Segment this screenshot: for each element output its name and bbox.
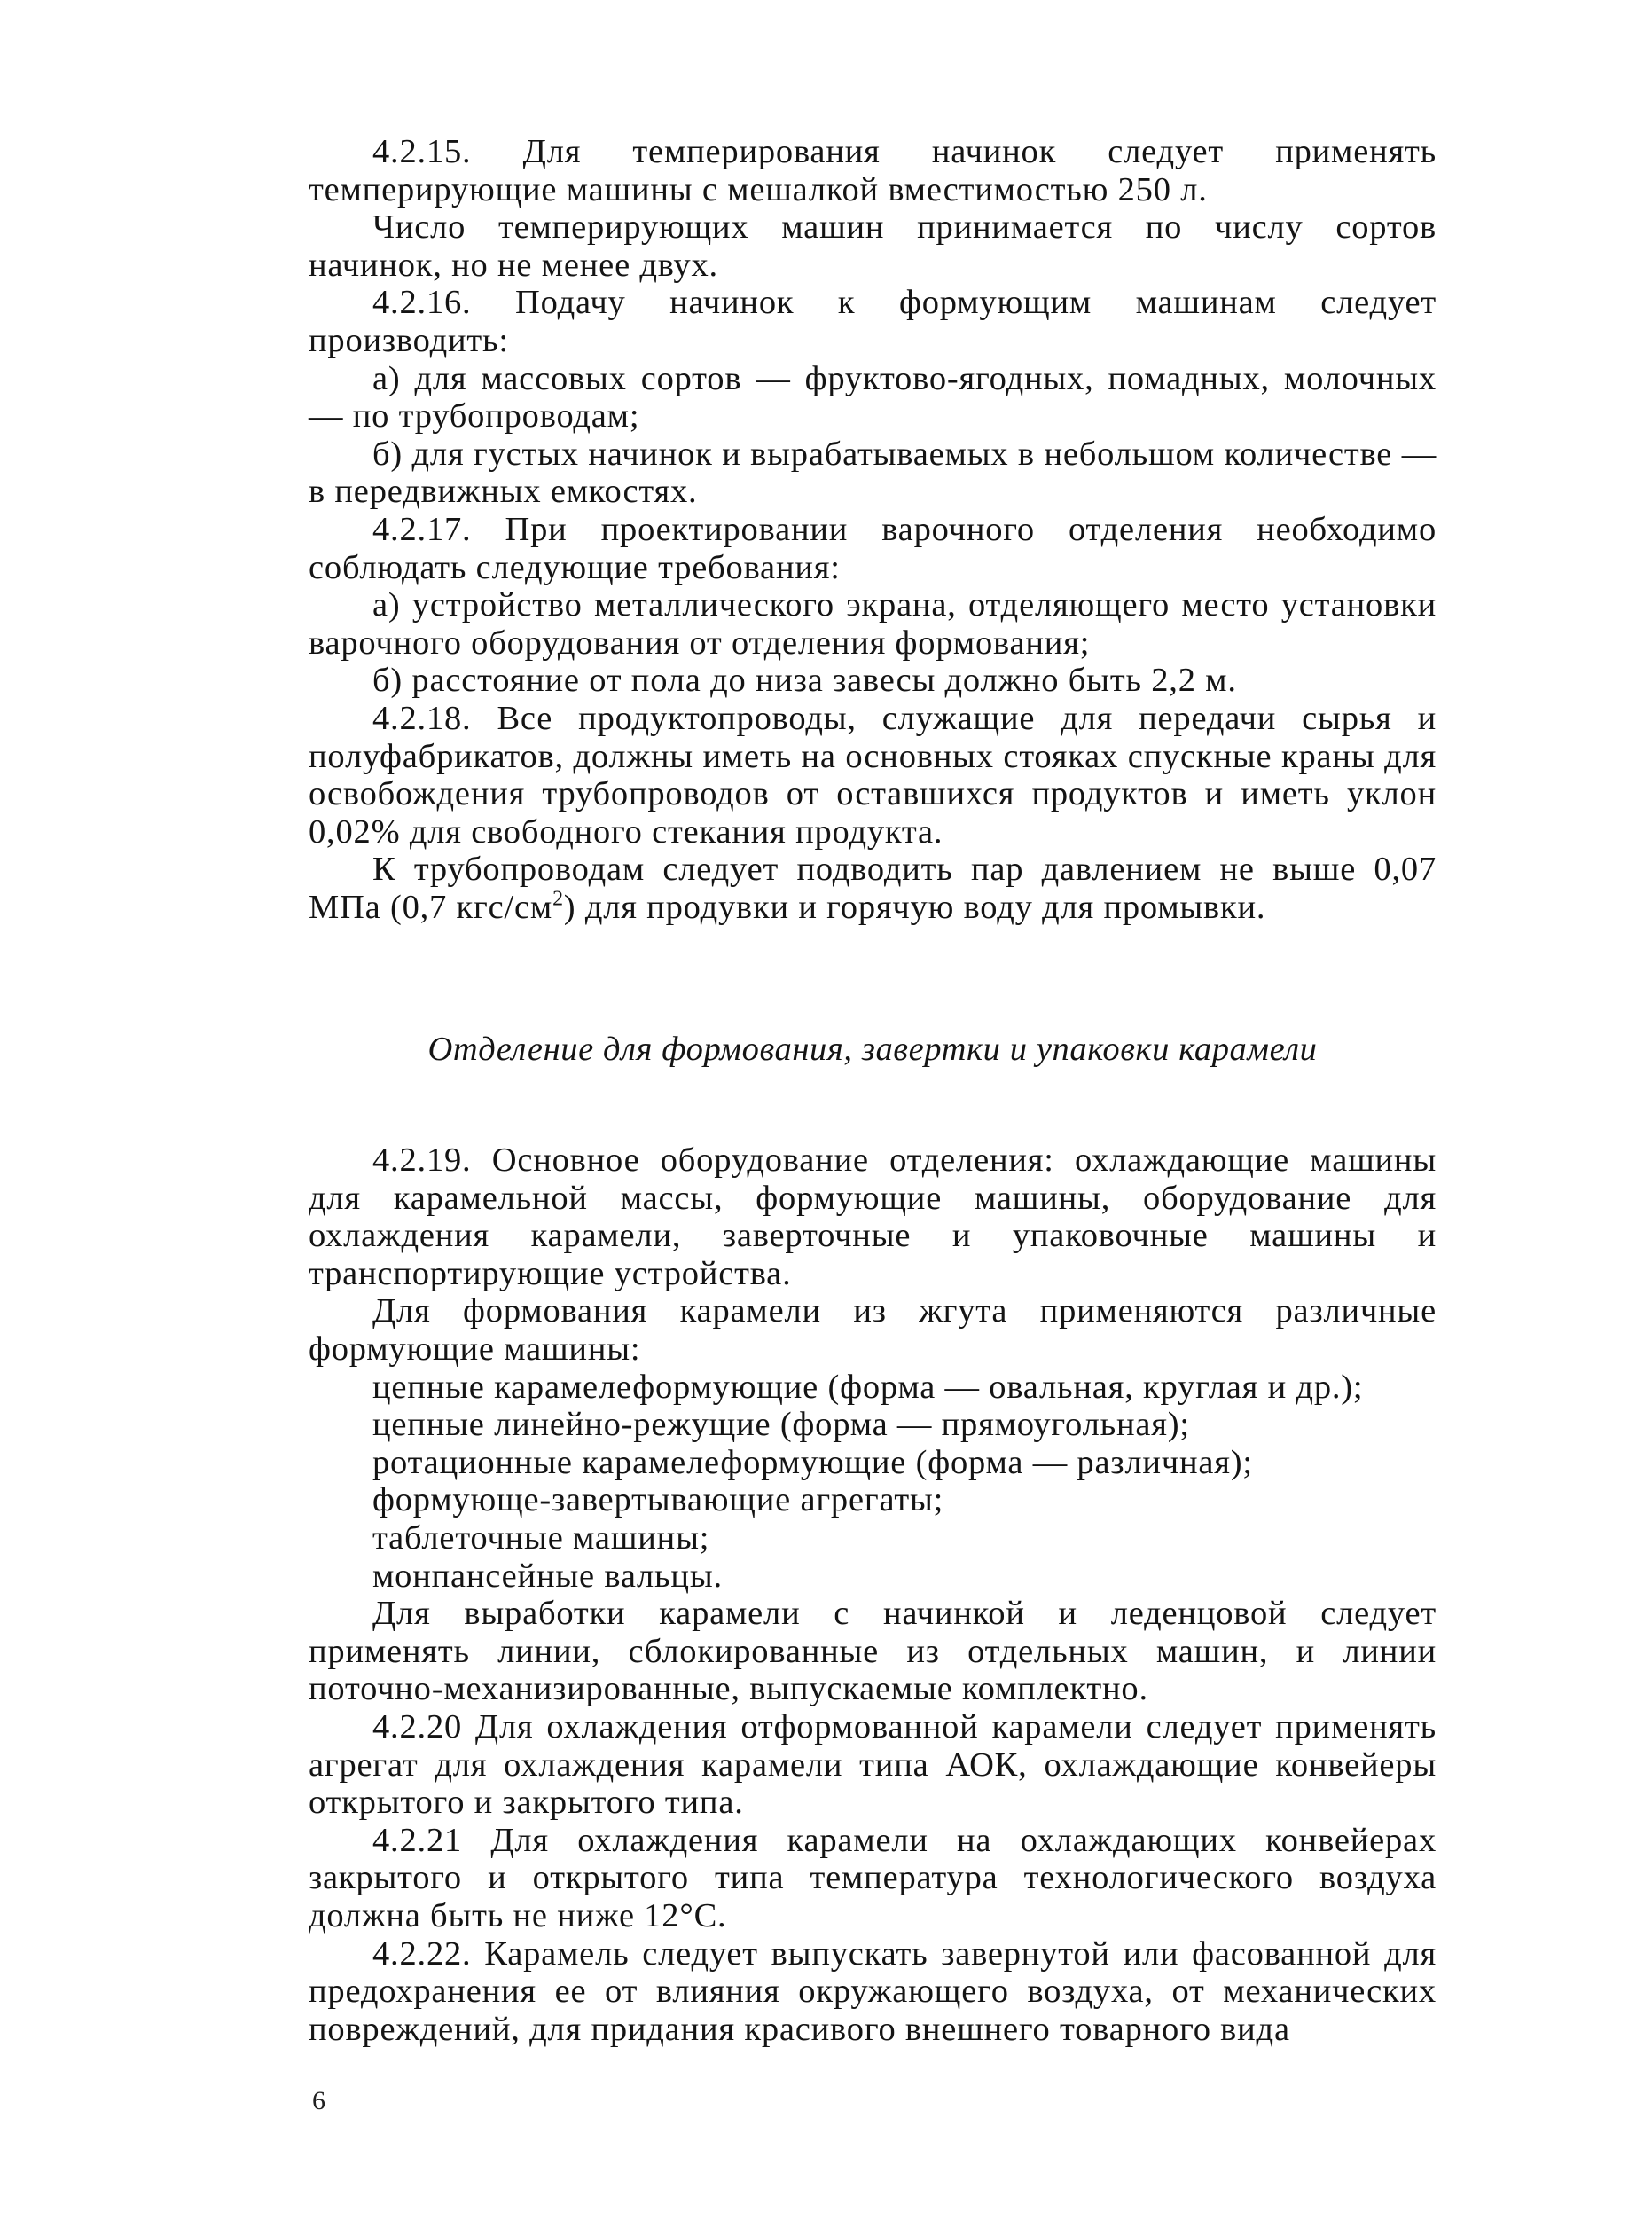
pipeline-steam-text-end: ) для продувки и горячую воду для промывки. bbox=[563, 888, 1266, 926]
list-item-linear-cutting: цепные линейно-режущие (форма — прямоугольная); bbox=[372, 1406, 1190, 1444]
section-heading: Отделение для формования, завертки и упаковки карамели bbox=[427, 1031, 1318, 1069]
paragraph-4-2-16: 4.2.16. Подачу начинок к формующим машинам следует производить: bbox=[309, 284, 1437, 359]
paragraph-forming-machines: Для формования карамели из жгута применяются различные формующие машины: bbox=[309, 1292, 1437, 1369]
paragraph-4-2-16-b: б) для густых начинок и вырабатываемых в небольшом количестве — в передвижных емкостях. bbox=[309, 435, 1437, 511]
degree-sign: ° bbox=[679, 1896, 694, 1934]
list-item-rotary-forming: ротационные карамелеформующие (форма — различная); bbox=[372, 1443, 1253, 1481]
superscript-2: 2 bbox=[552, 887, 564, 911]
pipeline-steam-text: К трубопроводам следует подводить пар давлением не выше 0,07 МПа (0,7 кгс/см bbox=[309, 851, 1437, 926]
cooling-temperature-text: 4.2.21 Для охлаждения карамели на охлаждающих конвейерах закрытого и открытого типа температура технологического воздуха должна быть не ниже 12 bbox=[309, 1821, 1437, 1934]
paragraph-4-2-17-b: б) расстояние от пола до низа завесы должно быть 2,2 м. bbox=[372, 662, 1237, 700]
paragraph-4-2-17-a: а) устройство металлического экрана, отделяющего место установки варочного оборудования от отделения формования; bbox=[309, 586, 1437, 662]
paragraph-4-2-17: 4.2.17. При проектировании варочного отделения необходимо соблюдать следующие требования: bbox=[309, 510, 1437, 586]
paragraph-4-2-15: 4.2.15. Для темперирования начинок следует применять темперирующие машины с мешалкой вместимостью 250 л. bbox=[309, 133, 1437, 208]
paragraph-production-lines: Для выработки карамели с начинкой и леденцовой следует применять линии, сблокированные из отдельных машин, и линии поточно-механизированные, выпускаемые комплектно. bbox=[309, 1595, 1437, 1708]
page-number: 6 bbox=[312, 2086, 325, 2115]
list-item-chain-forming: цепные карамелеформующие (форма — овальная, круглая и др.); bbox=[372, 1368, 1364, 1406]
paragraph-pipeline-steam bbox=[309, 851, 1437, 926]
paragraph-4-2-21 bbox=[309, 1822, 1437, 1935]
list-item-tablet-machines: таблеточные машины; bbox=[372, 1519, 710, 1557]
cooling-temperature-unit: С. bbox=[693, 1896, 727, 1934]
paragraph-4-2-19: 4.2.19. Основное оборудование отделения: охлаждающие машины для карамельной массы, формующие машины, оборудование для охлаждения карамели, заверточные и упаковочные машины и транспортирующие устройства. bbox=[309, 1141, 1437, 1292]
paragraph-4-2-20: 4.2.20 Для охлаждения отформованной карамели следует применять агрегат для охлаждения карамели типа АОК, охлаждающие конвейеры открытого и закрытого типа. bbox=[309, 1707, 1437, 1822]
list-item-rollers: монпансейные вальцы. bbox=[372, 1557, 723, 1595]
list-item-forming-wrapping: формующе-завертывающие агрегаты; bbox=[372, 1481, 944, 1519]
paragraph-4-2-16-a: а) для массовых сортов — фруктово-ягодных, помадных, молочных — по трубопроводам; bbox=[309, 359, 1437, 435]
paragraph-4-2-22: 4.2.22. Карамель следует выпускать завернутой или фасованной для предохранения ее от влияния окружающего воздуха, от механических повреждений, для придания красивого внешнего товарного вида bbox=[309, 1934, 1437, 2048]
paragraph-tempering-count: Число темперирующих машин принимается по числу сортов начинок, но не менее двух. bbox=[309, 208, 1437, 284]
paragraph-4-2-18: 4.2.18. Все продуктопроводы, служащие для передачи сырья и полуфабрикатов, должны иметь на основных стояках спускные краны для освобождения трубопроводов от оставшихся продуктов и иметь уклон 0,02% для свободного стекания продукта. bbox=[309, 699, 1437, 851]
document-page bbox=[309, 133, 1437, 2048]
